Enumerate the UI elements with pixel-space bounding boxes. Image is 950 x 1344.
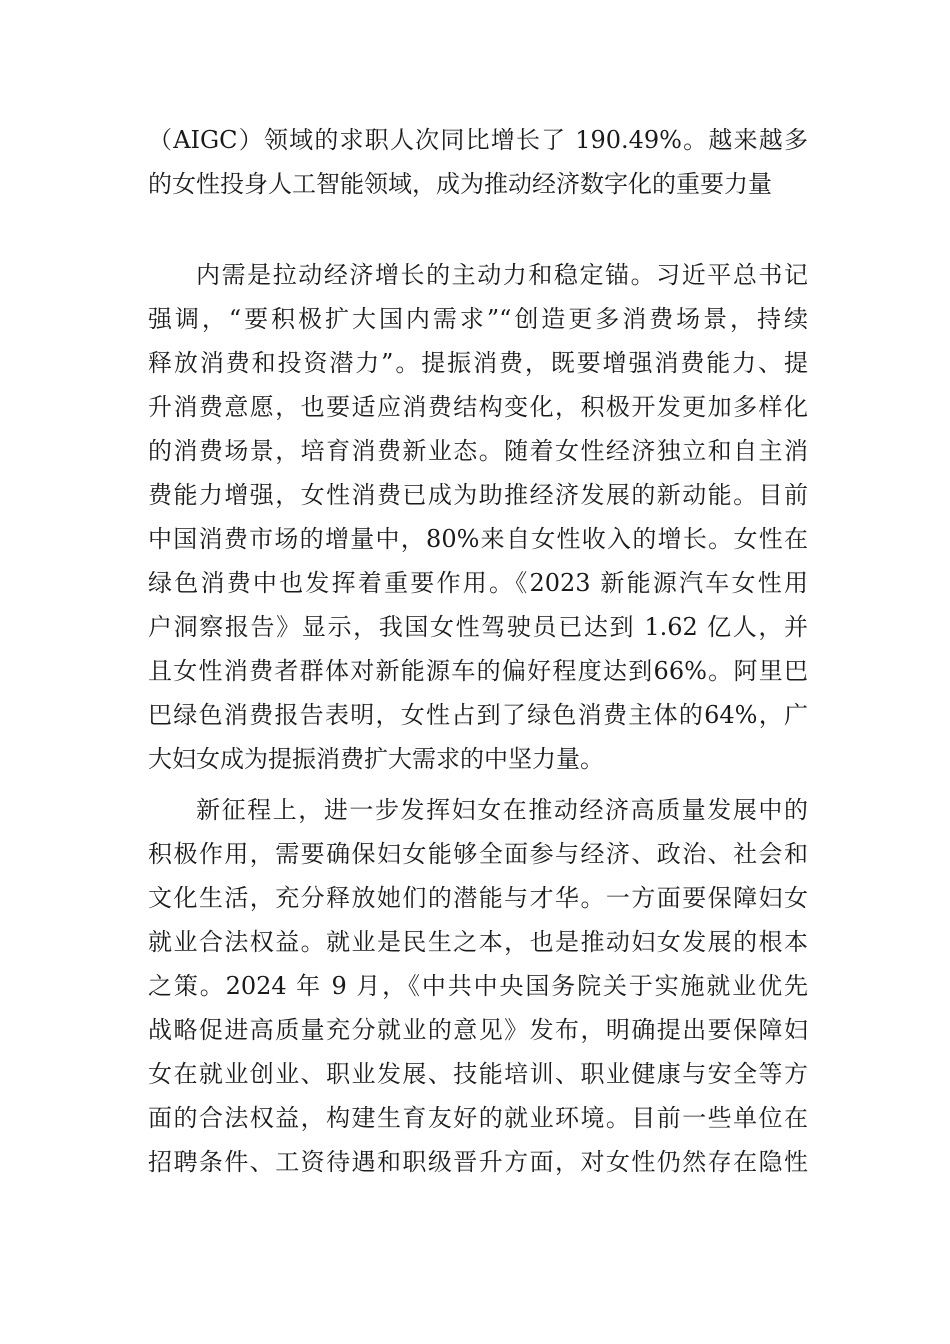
paragraph-2-line-3: 释放消费和投资潜力”。提振消费，既要增强消费能力、提 <box>148 349 808 377</box>
paragraph-2-line-4: 升消费意愿，也要适应消费结构变化，积极开发更加多样化 <box>148 393 808 421</box>
paragraph-3-line-6: 战略促进高质量充分就业的意见》发布，明确提出要保障妇 <box>148 1016 808 1044</box>
paragraph-3-line-8: 面的合法权益，构建生育友好的就业环境。目前一些单位在 <box>148 1104 808 1132</box>
paragraph-3-line-9: 招聘条件、工资待遇和职级晋升方面，对女性仍然存在隐性 <box>148 1148 808 1176</box>
paragraph-2-line-8: 绿色消费中也发挥着重要作用。《2023 新能源汽车女性用 <box>148 569 808 597</box>
paragraph-3-line-7: 女在就业创业、职业发展、技能培训、职业健康与安全等方 <box>148 1060 808 1088</box>
paragraph-2-line-1: 内需是拉动经济增长的主动力和稳定锚。习近平总书记 <box>196 261 808 289</box>
paragraph-2-line-6: 费能力增强，女性消费已成为助推经济发展的新动能。目前 <box>148 481 808 509</box>
paragraph-2-line-9: 户洞察报告》显示，我国女性驾驶员已达到 1.62 亿人，并 <box>148 613 808 641</box>
paragraph-2-line-2: 强调，“要积极扩大国内需求”“创造更多消费场景，持续 <box>148 305 808 333</box>
paragraph-3-line-5: 之策。2024 年 9 月，《中共中央国务院关于实施就业优先 <box>148 972 808 1000</box>
paragraph-2-line-5: 的消费场景，培育消费新业态。随着女性经济独立和自主消 <box>148 437 808 465</box>
paragraph-3-line-3: 文化生活，充分释放她们的潜能与才华。一方面要保障妇女 <box>148 884 808 912</box>
paragraph-3-line-2: 积极作用，需要确保妇女能够全面参与经济、政治、社会和 <box>148 840 808 868</box>
paragraph-1-line-1: （AIGC）领域的求职人次同比增长了 190.49%。越来越多 <box>148 126 808 154</box>
paragraph-2-line-7: 中国消费市场的增量中，80%来自女性收入的增长。女性在 <box>148 525 808 553</box>
paragraph-2-line-10: 且女性消费者群体对新能源车的偏好程度达到66%。阿里巴 <box>148 657 808 685</box>
paragraph-2-line-11: 巴绿色消费报告表明，女性占到了绿色消费主体的64%，广 <box>148 701 808 729</box>
paragraph-1-line-2: 的女性投身人工智能领域，成为推动经济数字化的重要力量 <box>148 170 772 198</box>
paragraph-2-line-12: 大妇女成为提振消费扩大需求的中坚力量。 <box>148 745 604 773</box>
paragraph-3-line-4: 就业合法权益。就业是民生之本，也是推动妇女发展的根本 <box>148 928 808 956</box>
paragraph-3-line-1: 新征程上，进一步发挥妇女在推动经济高质量发展中的 <box>196 796 808 824</box>
